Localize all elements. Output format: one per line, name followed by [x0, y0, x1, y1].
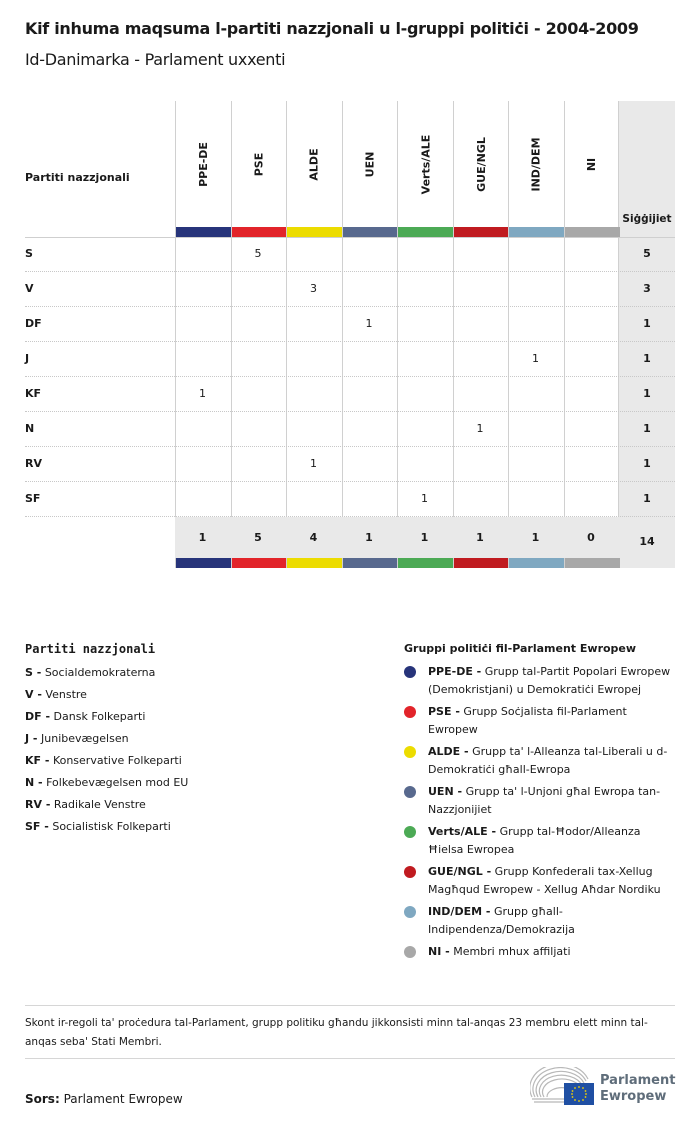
page-title: Kif inhuma maqsuma l-partiti nazzjonali u l-gruppi politiċi - 2004-2009: [25, 19, 639, 38]
group-name: Grupp Konfederali tax-Xellug Magħqud Ewropew - Xellug Aħdar Nordiku: [428, 865, 661, 896]
table-cell: 3: [310, 282, 317, 295]
row-label: S: [25, 247, 33, 260]
column-header: IND/DEM: [529, 136, 543, 192]
groups-legend-title: Gruppi politiċi fil-Parlament Ewropew: [404, 642, 637, 655]
group-code: PPE-DE -: [428, 665, 482, 678]
color-dot-icon: [404, 786, 416, 798]
table-cell: 1: [310, 457, 317, 470]
group-color-bar-bottom: [176, 558, 231, 568]
hemicycle-eu-flag-icon: [530, 1067, 596, 1107]
column-header: GUE/NGL: [474, 136, 488, 192]
ep-logo: [530, 1067, 680, 1109]
group-legend-item: [404, 783, 679, 819]
group-color-bar: [509, 227, 564, 237]
group-code: Verts/ALE -: [428, 825, 497, 838]
group-color-bar-bottom: [343, 558, 398, 568]
party-name: Konservative Folkeparti: [52, 754, 182, 767]
column-total: 5: [254, 531, 262, 544]
row-label: KF: [25, 387, 42, 400]
row-total: 1: [643, 387, 651, 400]
national-legend-item: [25, 816, 188, 838]
group-color-bar: [565, 227, 620, 237]
group-legend-item: [404, 863, 679, 899]
group-color-bar: [454, 227, 509, 237]
total-header: Siġġijiet: [622, 213, 672, 225]
source-value: Parlament Ewropew: [63, 1092, 183, 1106]
national-legend-item: [25, 772, 188, 794]
group-color-bar-bottom: [454, 558, 509, 568]
column-header: Verts/ALE: [419, 134, 433, 194]
party-name: Socialistisk Folkeparti: [52, 820, 171, 833]
column-header: ALDE: [307, 147, 321, 181]
column-total: 0: [587, 531, 595, 544]
row-label: J: [25, 352, 30, 365]
group-legend-item: [404, 943, 679, 961]
color-dot-icon: [404, 866, 416, 878]
group-color-bar: [176, 227, 231, 237]
national-legend-item: [25, 728, 188, 750]
group-legend-item: [404, 823, 679, 859]
national-parties-legend: [25, 642, 188, 838]
group-code: ALDE -: [428, 745, 469, 758]
column-total: 4: [309, 531, 318, 544]
group-color-bar-bottom: [232, 558, 287, 568]
group-color-bar: [398, 227, 453, 237]
table-row: [25, 342, 675, 377]
row-total: 1: [643, 492, 651, 505]
row-total: 3: [643, 282, 651, 295]
row-label: RV: [25, 457, 42, 470]
row-label: DF: [25, 317, 42, 330]
political-groups-legend: [404, 642, 679, 965]
group-name: Grupp tal-Partit Popolari Ewropew (Demokristjani) u Demokratiċi Ewropej: [428, 665, 671, 696]
column-total: 1: [198, 531, 207, 544]
table-row: [25, 412, 675, 447]
group-code: UEN -: [428, 785, 463, 798]
table-row: [25, 272, 675, 307]
party-name: Dansk Folkeparti: [53, 710, 146, 723]
group-legend-item: [404, 743, 679, 779]
table-row: [25, 482, 675, 517]
group-code: PSE -: [428, 705, 460, 718]
color-dot-icon: [404, 746, 416, 758]
row-label: SF: [25, 492, 41, 505]
group-name: Grupp tal-Ħodor/Alleanza Ħielsa Ewropea: [428, 825, 641, 856]
row-total: 1: [643, 352, 651, 365]
table-cell: 1: [421, 492, 428, 505]
party-code: V -: [25, 688, 42, 701]
party-name: Venstre: [45, 688, 87, 701]
party-name: Junibevægelsen: [41, 732, 129, 745]
party-name: Socialdemokraterna: [44, 666, 156, 679]
table-row: [25, 447, 675, 482]
column-totals-row: [175, 517, 619, 558]
column-total: 1: [365, 531, 373, 544]
party-code: KF -: [25, 754, 50, 767]
source: [25, 1092, 183, 1106]
column-total: 1: [420, 531, 429, 544]
group-color-bar: [232, 227, 287, 237]
national-legend-title: Partiti nazzjonali: [25, 642, 156, 656]
table-cell: 1: [476, 422, 484, 435]
party-code: N -: [25, 776, 43, 789]
national-legend-item: [25, 662, 188, 684]
row-header: Partiti nazzjonali: [25, 171, 130, 184]
group-color-bar: [287, 227, 342, 237]
party-name: Radikale Venstre: [53, 798, 146, 811]
party-code: DF -: [25, 710, 51, 723]
group-color-bar-bottom: [509, 558, 564, 568]
row-label: V: [25, 282, 34, 295]
table-cell: 1: [365, 317, 373, 330]
group-color-bar-bottom: [565, 558, 620, 568]
row-label: N: [25, 422, 35, 435]
table-cell: 5: [254, 247, 262, 260]
group-legend-item: [404, 703, 679, 739]
divider: [25, 1058, 675, 1059]
column-total: 1: [531, 531, 540, 544]
group-name: Grupp ta' l-Unjoni għal Ewropa tan-Nazzjonijiet: [428, 785, 661, 816]
table-row: [25, 377, 675, 412]
party-code: RV -: [25, 798, 51, 811]
group-legend-item: [404, 663, 679, 699]
footnote: Skont ir-regoli ta' proċedura tal-Parlament, grupp politiku għandu jikkonsisti minn tal-anqas 23 membru elett minn tal-anqas seba' Stati Membri.: [25, 1017, 648, 1048]
national-legend-item: [25, 750, 188, 772]
national-legend-item: [25, 794, 188, 816]
group-name: Grupp Soċjalista fil-Parlament Ewropew: [428, 705, 627, 736]
table-row: [25, 237, 675, 272]
grand-total: 14: [639, 535, 655, 548]
divider: [25, 1005, 675, 1006]
national-legend-item: [25, 684, 188, 706]
source-label: Sors:: [25, 1092, 60, 1106]
row-total: 1: [643, 457, 651, 470]
group-color-bar: [343, 227, 398, 237]
party-code: J -: [25, 732, 38, 745]
table-cell: 1: [532, 352, 539, 365]
party-name: Folkebevægelsen mod EU: [46, 776, 189, 789]
table-body: [25, 237, 675, 517]
group-code: NI -: [428, 945, 450, 958]
group-name: Membri mhux affiljati: [453, 945, 571, 958]
column-total: 1: [476, 531, 484, 544]
row-total: 1: [643, 422, 651, 435]
table-cell: 1: [199, 387, 206, 400]
color-dot-icon: [404, 706, 416, 718]
group-name: Grupp ta' l-Alleanza tal-Liberali u d-Demokratiċi għall-Ewropa: [428, 745, 668, 776]
row-total: 1: [643, 317, 651, 330]
group-color-bar-bottom: [287, 558, 342, 568]
color-dot-icon: [404, 946, 416, 958]
national-legend-item: [25, 706, 188, 728]
color-dot-icon: [404, 906, 416, 918]
group-name: Grupp għall-Indipendenza/Demokrazija: [428, 905, 575, 936]
row-total: 5: [643, 247, 651, 260]
table-row: [25, 307, 675, 342]
group-code: IND/DEM -: [428, 905, 491, 918]
group-color-bar-bottom: [398, 558, 453, 568]
column-header: PPE-DE: [196, 141, 210, 187]
column-header: PSE: [252, 152, 266, 176]
color-dot-icon: [404, 666, 416, 678]
page-subtitle: Id-Danimarka - Parlament uxxenti: [25, 50, 286, 69]
color-dot-icon: [404, 826, 416, 838]
group-legend-item: [404, 903, 679, 939]
party-code: SF -: [25, 820, 49, 833]
group-code: GUE/NGL -: [428, 865, 492, 878]
column-header: NI: [585, 157, 599, 171]
logo-text: Parlament Ewropew: [600, 1073, 676, 1104]
party-code: S -: [25, 666, 42, 679]
column-header: UEN: [363, 151, 377, 177]
